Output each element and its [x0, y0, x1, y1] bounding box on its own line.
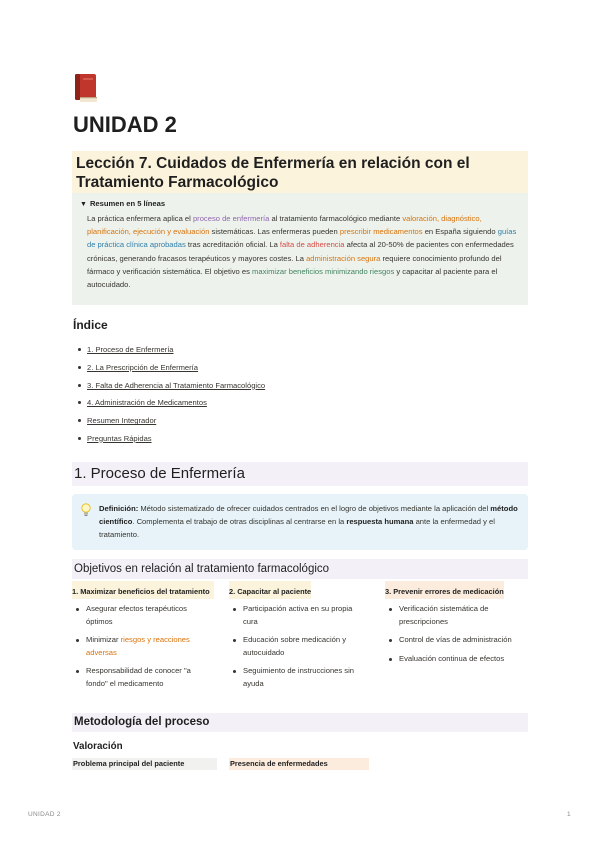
objective-item	[76, 665, 214, 690]
text-run: en España siguiendo	[422, 227, 498, 237]
index-list	[78, 341, 265, 447]
bullet-icon	[233, 670, 236, 673]
bullet-icon	[78, 348, 81, 351]
index-item[interactable]	[78, 359, 265, 377]
text-run: Responsabilidad de conocer "a fondo" el medicamento	[86, 666, 191, 688]
bullet-icon	[78, 401, 81, 404]
objectives-heading-block	[72, 559, 528, 579]
bullet-icon	[233, 608, 236, 611]
summary-toggle[interactable]	[80, 199, 520, 208]
index-item[interactable]	[78, 429, 265, 447]
highlighted-text: prescribir medicamentos	[339, 227, 423, 237]
text-run: La práctica enfermera aplica el	[87, 214, 193, 223]
objective-item-text	[243, 634, 369, 659]
lesson-title-block	[72, 151, 528, 197]
text-run: Verificación sistemática de prescripciones	[399, 604, 489, 626]
definition-text	[99, 502, 520, 550]
index-item[interactable]	[78, 394, 265, 412]
valoracion-title: Valoración	[73, 741, 123, 752]
text-run: sistemáticas. Las enfermeras pueden	[209, 227, 340, 237]
text-run: al tratamiento farmacológico mediante	[269, 214, 403, 223]
objective-list	[385, 603, 530, 665]
index-link[interactable]: 3. Falta de Adherencia al Tratamiento Farmacológico	[87, 380, 266, 390]
text-run: Participación activa en su propia cura	[243, 604, 353, 626]
objective-item	[76, 603, 214, 628]
objective-list	[72, 603, 214, 691]
objective-item	[389, 634, 530, 647]
methodology-heading-block	[72, 713, 528, 732]
bullet-icon	[78, 437, 81, 440]
book-icon	[73, 73, 99, 103]
index-link[interactable]: 2. La Prescripción de Enfermería	[87, 363, 199, 373]
objective-item	[389, 653, 530, 666]
objective-item	[389, 603, 530, 628]
unit-title: UNIDAD 2	[73, 112, 177, 137]
objective-item-text	[86, 634, 214, 659]
definition-label: Definición:	[99, 504, 139, 513]
bullet-icon	[389, 658, 392, 661]
subheading-enfermedades: Presencia de enfermedades	[229, 758, 369, 770]
definition-callout	[72, 494, 528, 550]
index-title: Índice	[73, 318, 108, 332]
index-link[interactable]: Preguntas Rápidas	[87, 433, 152, 443]
highlighted-text: proceso de enfermería	[192, 214, 270, 223]
text-run: Seguimiento de instrucciones sin ayuda	[243, 666, 355, 688]
section-1-heading-block	[72, 462, 528, 486]
summary-toggle-block	[72, 193, 528, 305]
objective-item-text	[399, 653, 504, 666]
objective-heading: 1. Maximizar beneficios del tratamiento	[72, 587, 210, 596]
definition-part: . Complementa el trabajo de otras disciplinas al centrarse en la	[132, 517, 347, 527]
highlighted-text: valoración, diagnóstico, planificación, ejecución y evaluación	[87, 214, 482, 237]
objective-item-text	[399, 634, 512, 647]
objective-heading: 3. Prevenir errores de medicación	[385, 587, 504, 596]
page-number: 1	[567, 811, 571, 818]
objective-item-text	[86, 665, 214, 690]
objective-item	[233, 665, 369, 690]
definition-bold: respuesta humana	[346, 517, 414, 527]
text-run: Evaluación continua de efectos	[399, 653, 505, 663]
index-link[interactable]: 4. Administración de Medicamentos	[87, 398, 207, 408]
objective-heading: 2. Capacitar al paciente	[229, 587, 312, 596]
objective-item	[233, 634, 369, 659]
footer-label: UNIDAD 2	[28, 811, 61, 818]
text-run: afecta al 20-50% de pacientes con enfermedades crónicas, generando fracasos terapéuticos y mayores costes. La	[87, 240, 514, 263]
index-item[interactable]	[78, 341, 265, 359]
highlighted-text: falta de adherencia	[279, 240, 345, 250]
definition-bold: método científico	[99, 504, 518, 527]
text-run: requiere conocimiento profundo del fármaco y verificación sistemática. El objetivo es	[87, 253, 502, 276]
bullet-icon	[78, 419, 81, 422]
lightbulb-icon	[80, 503, 92, 517]
objective-item-text	[243, 603, 369, 628]
summary-text	[80, 212, 520, 291]
bullet-icon	[78, 366, 81, 369]
index-link[interactable]: Resumen Integrador	[87, 416, 157, 426]
index-item[interactable]	[78, 376, 265, 394]
objective-list	[229, 603, 369, 691]
objective-item	[76, 634, 214, 659]
bullet-icon	[76, 608, 79, 611]
text-run: Educación sobre medicación y autocuidado	[243, 635, 346, 657]
bullet-icon	[389, 608, 392, 611]
text-run: Minimizar	[86, 635, 121, 645]
lesson-title: Lección 7. Cuidados de Enfermería en relación con el Tratamiento Farmacológico	[76, 155, 470, 191]
objective-item-text	[399, 603, 530, 628]
index-link[interactable]: 1. Proceso de Enfermería	[87, 345, 174, 355]
highlighted-text: administración segura	[306, 253, 381, 263]
subheading-problema: Problema principal del paciente	[72, 758, 217, 770]
highlighted-text: guías de práctica clínica aprobadas	[87, 227, 517, 250]
section-1-title: 1. Proceso de Enfermería	[74, 465, 245, 482]
bullet-icon	[78, 384, 81, 387]
text-run: y capacitar al paciente para el autocuidado.	[87, 266, 498, 290]
text-run: Control de vías de administración	[399, 635, 512, 645]
definition-part: Método sistematizado de ofrecer cuidados centrados en el logro de objetivos mediante la aplicación del	[138, 504, 491, 513]
objective-item	[233, 603, 369, 628]
text-run: Asegurar efectos terapéuticos óptimos	[86, 604, 187, 626]
objective-column	[72, 581, 214, 697]
objective-item-text	[86, 603, 214, 628]
bullet-icon	[76, 670, 79, 673]
summary-header: Resumen en 5 líneas	[89, 199, 166, 208]
text-run: tras acreditación oficial. La	[185, 240, 280, 250]
bullet-icon	[76, 639, 79, 642]
bullet-icon	[389, 639, 392, 642]
triangle-down-icon[interactable]: ▼	[80, 201, 87, 208]
highlighted-text: maximizar beneficios minimizando riesgos	[252, 266, 395, 276]
objective-column	[229, 581, 369, 697]
definition-part: ante la enfermedad y el tratamiento.	[99, 517, 495, 540]
index-item[interactable]	[78, 412, 265, 430]
methodology-title: Metodología del proceso	[74, 716, 210, 728]
objectives-title: Objetivos en relación al tratamiento farmacológico	[74, 563, 330, 575]
objective-item-text	[243, 665, 369, 690]
highlighted-text: riesgos y reacciones adversas	[86, 635, 190, 657]
bullet-icon	[233, 639, 236, 642]
objective-column	[385, 581, 530, 671]
